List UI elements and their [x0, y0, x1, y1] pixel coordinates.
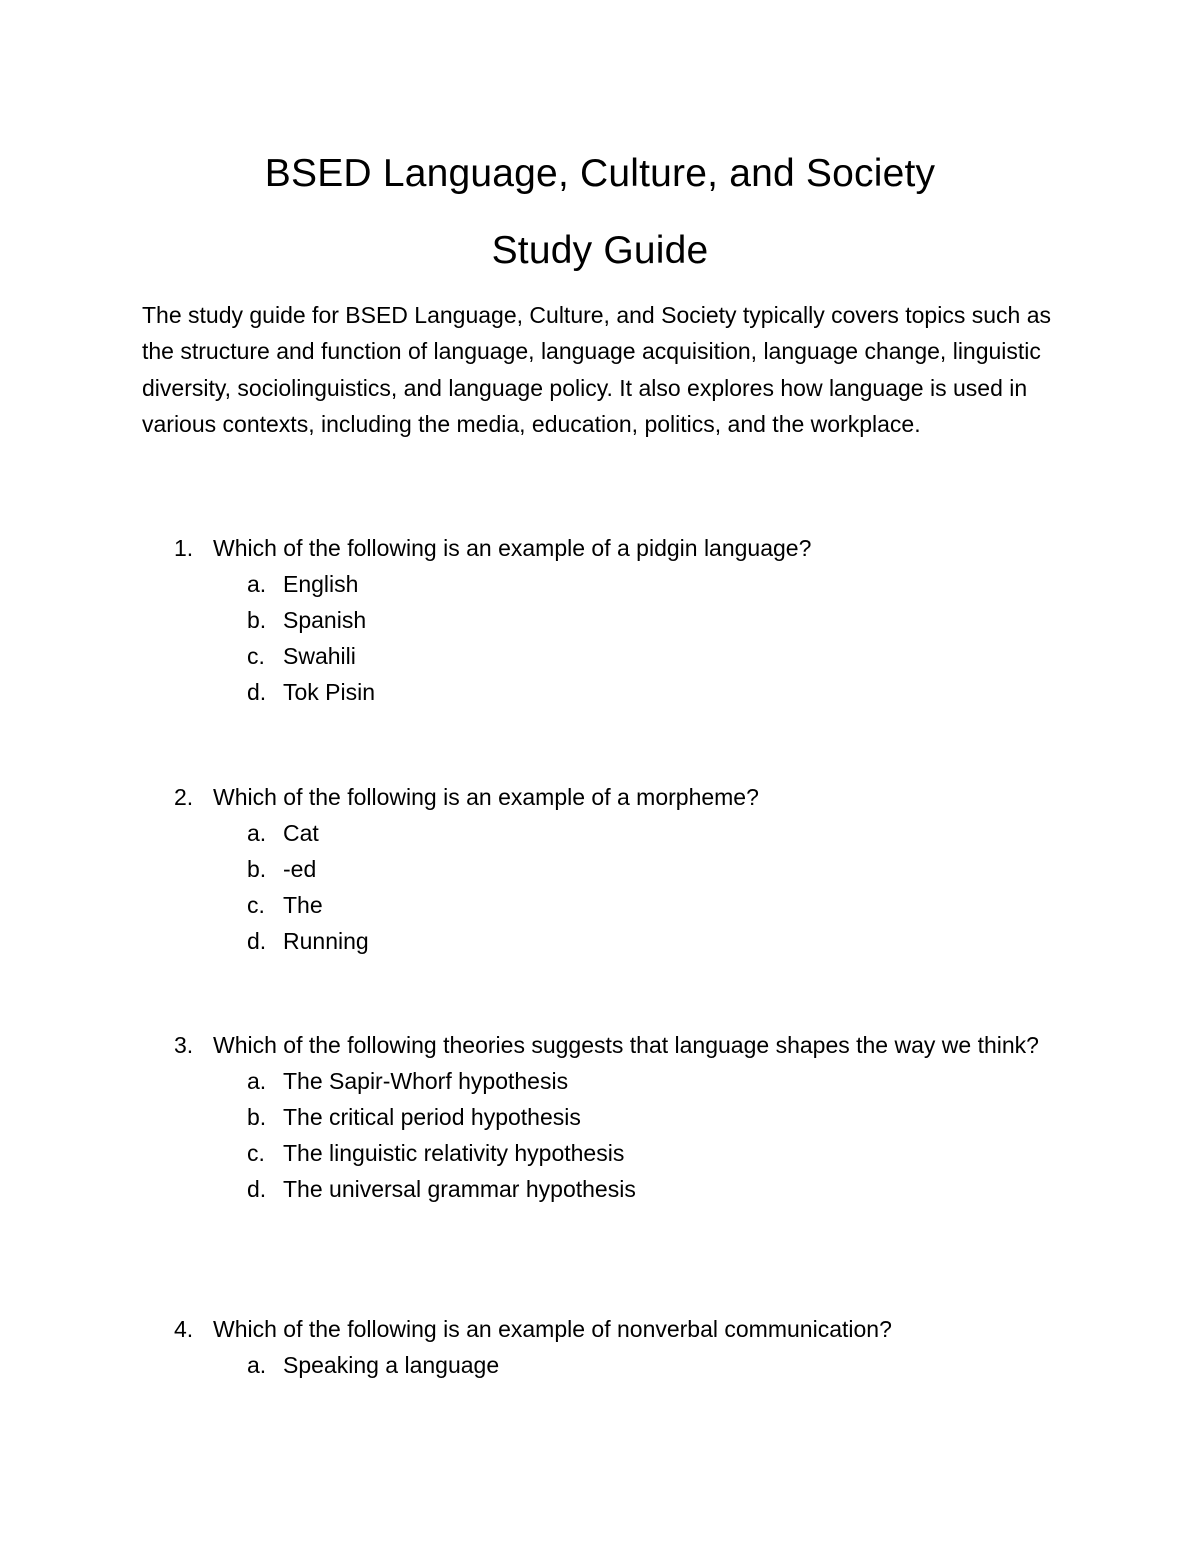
question-1	[0, 530, 1200, 710]
question-3	[0, 1027, 1200, 1207]
answer-option	[0, 674, 1200, 710]
answer-option	[0, 887, 1200, 923]
answer-option	[0, 1063, 1200, 1099]
question-stem	[0, 530, 1200, 566]
answer-option	[0, 638, 1200, 674]
option-text: The linguistic relativity hypothesis	[283, 1140, 625, 1166]
question-stem	[0, 1311, 1200, 1347]
answer-option	[0, 1347, 1200, 1383]
option-text: Cat	[283, 820, 319, 846]
option-text: English	[283, 571, 359, 597]
answer-option	[0, 602, 1200, 638]
option-text: The universal grammar hypothesis	[283, 1176, 636, 1202]
question-text: Which of the following is an example of nonverbal communication?	[213, 1316, 892, 1342]
option-letter: a.	[247, 571, 267, 597]
option-text: Running	[283, 928, 369, 954]
option-text: Tok Pisin	[283, 679, 376, 705]
option-text: Spanish	[283, 607, 367, 633]
document-title: BSED Language, Culture, and Society	[264, 152, 936, 195]
question-stem	[0, 1027, 1200, 1063]
option-text: The Sapir-Whorf hypothesis	[283, 1068, 569, 1094]
option-letter: d.	[247, 1176, 267, 1202]
answer-option	[0, 815, 1200, 851]
question-4	[0, 1311, 1200, 1383]
option-letter: b.	[247, 856, 267, 882]
document-subtitle: Study Guide	[491, 229, 709, 272]
question-number: 4.	[174, 1316, 194, 1342]
question-number: 1.	[174, 535, 194, 561]
question-text: Which of the following is an example of a morpheme?	[213, 784, 759, 810]
answer-option	[0, 1135, 1200, 1171]
option-letter: a.	[247, 1352, 267, 1378]
answer-option	[0, 851, 1200, 887]
option-letter: b.	[247, 607, 267, 633]
option-letter: c.	[247, 643, 265, 669]
option-letter: d.	[247, 679, 267, 705]
answer-option	[0, 923, 1200, 959]
option-text: The	[283, 892, 323, 918]
option-letter: b.	[247, 1104, 267, 1130]
option-letter: a.	[247, 820, 267, 846]
option-letter: c.	[247, 892, 265, 918]
option-text: -ed	[283, 856, 317, 882]
question-text: Which of the following is an example of a pidgin language?	[213, 535, 812, 561]
option-letter: a.	[247, 1068, 267, 1094]
option-text: Speaking a language	[283, 1352, 500, 1378]
answer-option	[0, 1099, 1200, 1135]
answer-option	[0, 566, 1200, 602]
option-text: The critical period hypothesis	[283, 1104, 581, 1130]
intro-paragraph: The study guide for BSED Language, Culture, and Society typically covers topics such as the structure and function of language, language acquisition, language change, linguistic diversity, sociolinguistics, and language policy. It also explores how language is used in various contexts, including the media, education, politics, and the workplace.	[142, 302, 1051, 437]
answer-option	[0, 1171, 1200, 1207]
question-text: Which of the following theories suggests that language shapes the way we think?	[213, 1032, 1039, 1058]
option-letter: d.	[247, 928, 267, 954]
question-number: 2.	[174, 784, 194, 810]
question-number: 3.	[174, 1032, 194, 1058]
question-stem	[0, 779, 1200, 815]
option-text: Swahili	[283, 643, 356, 669]
option-letter: c.	[247, 1140, 265, 1166]
question-2	[0, 779, 1200, 959]
